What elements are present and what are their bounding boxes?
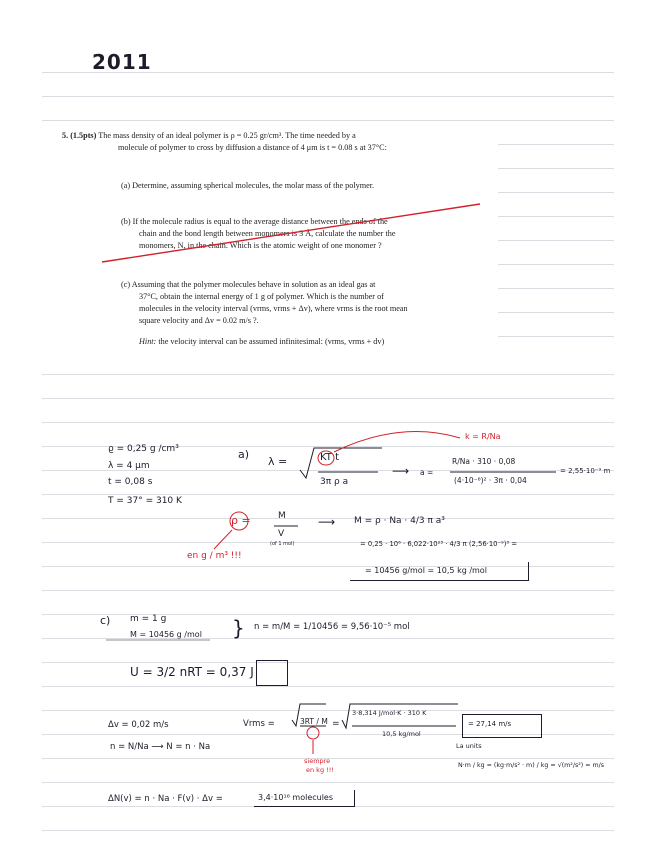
statement-line-1: The mass density of an ideal polymer is ρ = 0.25 gr/cm³. The time needed by a [98,131,356,140]
rho-units-note: en g / m³ !!! [187,551,242,561]
mass-value: m = 1 g [130,614,167,624]
k-arrow [334,432,460,452]
rho-definition-subscript: (of 1 mol) [270,541,295,547]
rho-definition-denominator: V [278,529,285,539]
given-rho: ϱ = 0,25 g /cm³ [108,444,179,454]
a-result-denominator: (4·10⁻⁶)² · 3π · 0,04 [454,476,527,485]
delta-n-expression: ΔN(v) = n · Na · F(v) · Δv = [108,794,223,804]
part-c-line-3: molecules in the velocity interval (vrms, vrms + Δv), where vrms is the root mean [139,304,408,313]
part-b-line-1: If the molecule radius is equal to the average distance between the ends of the [132,217,388,226]
molar-mass-result: = 10456 g/mol = 10,5 kg /mol [365,566,487,575]
part-c-label: (c) [121,280,131,289]
vrms-sqrt-sign [292,704,326,726]
rho-symbol-circled: ρ = [231,514,251,527]
part-c-line-4: square velocity and Δv = 0.02 m/s ?. [139,316,259,325]
lambda-sqrt-sign [300,448,382,478]
internal-energy: U = 3/2 nRT = 0,37 J [130,665,254,679]
moles-calculation: n = m/M = 1/10456 = 9,56·10⁻⁵ mol [254,622,410,632]
part-b-label: (b) [121,217,131,226]
delta-n-result: 3,4·10¹⁶ molecules [258,793,334,802]
vrms-equals: = [332,719,340,729]
vrms-numerator: 3·8,314 J/mol·K · 310 K [352,709,427,717]
problem-number: 5. [62,131,69,140]
arrow: ⟶ [318,515,336,529]
arrow: ⟶ [392,464,410,478]
vrms-denominator: 10,5 kg/mol [382,730,421,738]
vrms-calc-sqrt-sign [342,704,458,728]
delta-v: Δv = 0,02 m/s [108,720,169,730]
year-heading: 2011 [92,50,152,74]
rho-circle [230,512,248,530]
rho-arrow [214,530,232,549]
problem-points: (1.5pts) [70,131,97,140]
lambda-equation-numerator: KT t [320,452,339,463]
rho-definition-numerator: M [278,511,286,521]
statement-line-2: molecule of polymer to cross by diffusion a distance of 4 μm is t = 0.08 s at 37°C: [118,143,387,152]
part-b-line-3: monomers, N, in the chain. Which is the atomic weight of one monomer ? [139,241,382,250]
moles-relation: n = N/Na ⟶ N = n · Na [110,742,211,752]
hint-text: the velocity interval can be assumed infinitesimal: (vrms, vrms + dv) [158,337,385,346]
m-circle [307,727,319,739]
k-circle [318,451,334,465]
hint-label: Hint: [139,337,157,346]
brace: } [232,616,245,640]
boltzmann-note: k = R/Na [465,432,501,441]
given-lambda: λ = 4 μm [108,461,150,471]
a-result-lhs: a = [420,468,434,477]
kg-note-line-2: en kg !!! [306,766,334,774]
vrms-formula: 3RT / M [300,717,328,726]
molar-mass-value: M = 10456 g /mol [130,630,202,639]
a-result-numerator: R/Na · 310 · 0,08 [452,457,516,466]
part-a-heading: a) [238,448,250,461]
units-check-label: La units [456,742,482,750]
given-temperature: T = 37° = 310 K [108,496,182,506]
part-c-heading: c) [100,614,111,627]
vrms-lhs: Vrms = [243,719,275,729]
lambda-equation-lhs: λ = [268,455,288,468]
part-a-label: (a) [121,181,131,190]
a-result-value: = 2,55·10⁻⁹ m [560,467,611,475]
vrms-result: = 27,14 m/s [468,720,512,728]
units-check: N·m / kg = (kg·m/s² · m) / kg = √(m²/s²) = m/s [458,762,605,769]
part-c-line-1: Assuming that the polymer molecules behave in solution as an ideal gas at [131,280,376,289]
lambda-equation-denominator: 3π ρ a [320,477,349,487]
given-time: t = 0,08 s [108,477,153,487]
molar-mass-calculation: = 0,25 · 10⁶ · 6,022·10²³ · 4/3 π (2,56·10⁻⁹)³ = [360,540,518,548]
kg-note-line-1: siempre [304,757,331,765]
part-c-line-2: 37°C, obtain the internal energy of 1 g of polymer. Which is the number of [139,292,384,301]
part-b-line-2: chain and the bond length between monomers is 3 Å, calculate the number the [139,229,396,238]
part-b-strikethrough [102,204,480,262]
molar-mass-formula: M = ρ · Na · 4/3 π a³ [354,516,445,526]
part-a-text: Determine, assuming spherical molecules, the molar mass of the polymer. [132,181,375,190]
